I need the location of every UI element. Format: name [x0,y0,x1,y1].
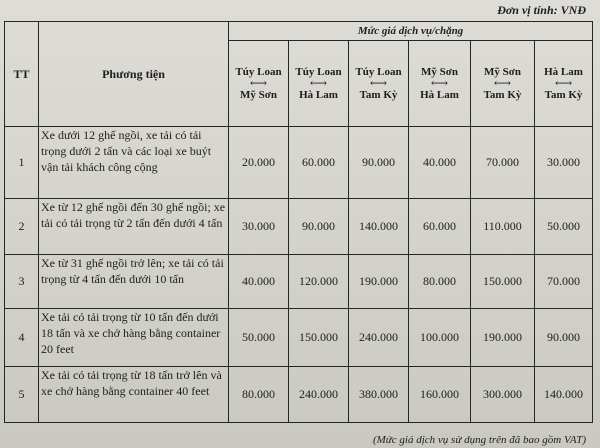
double-arrow-icon: ⟷ [249,76,268,90]
unit-label: Đơn vị tính: VNĐ [497,3,586,17]
route-header [229,41,289,127]
route-header [471,41,535,127]
price-cell: 60.000 [289,127,349,199]
price-cell: 30.000 [535,127,593,199]
route-to: Tam Kỳ [483,89,522,101]
price-cell: 70.000 [535,255,593,309]
price-cell: 60.000 [409,199,471,255]
price-cell: 90.000 [349,127,409,199]
table-row [5,367,593,423]
row-number: 5 [5,367,39,423]
vehicle-description: Xe từ 31 ghế ngồi trở lên; xe tải có tải trọng từ 4 tấn đến dưới 10 tấn [39,255,229,309]
price-cell: 40.000 [229,255,289,309]
table-row [5,255,593,309]
price-cell: 240.000 [289,367,349,423]
double-arrow-icon: ⟷ [309,76,328,90]
route-from: Túy Loan [355,66,402,78]
route-header [289,41,349,127]
price-cell: 300.000 [471,367,535,423]
route-to: Tam Kỳ [359,89,398,101]
row-number: 2 [5,199,39,255]
toll-price-table [4,21,593,423]
route-to: Hà Lam [420,89,459,101]
route-from: Túy Loan [235,66,282,78]
vehicle-description: Xe tải có tải trọng từ 18 tấn trở lên và xe chở hàng bằng container 40 feet [39,367,229,423]
vehicle-description: Xe dưới 12 ghế ngồi, xe tải có tải trọng dưới 2 tấn và các loại xe buýt vận tải khách công cộng [39,127,229,199]
price-cell: 380.000 [349,367,409,423]
route-from: Hà Lam [544,66,583,78]
price-cell: 40.000 [409,127,471,199]
row-number: 4 [5,309,39,367]
route-header [535,41,593,127]
route-to: Tam Kỳ [544,89,583,101]
price-cell: 70.000 [471,127,535,199]
price-cell: 90.000 [289,199,349,255]
price-cell: 110.000 [471,199,535,255]
route-to: Hà Lam [299,89,338,101]
table-row [5,127,593,199]
price-cell: 90.000 [535,309,593,367]
route-to: Mỹ Sơn [240,89,277,101]
vehicle-description: Xe tải có tải trọng từ 10 tấn đến dưới 18 tấn và xe chở hàng bằng container 20 feet [39,309,229,367]
row-number: 3 [5,255,39,309]
route-from: Mỹ Sơn [484,66,521,78]
price-cell: 190.000 [349,255,409,309]
route-header [409,41,471,127]
price-cell: 30.000 [229,199,289,255]
price-cell: 240.000 [349,309,409,367]
price-cell: 120.000 [289,255,349,309]
header-tt: TT [5,22,39,127]
double-arrow-icon: ⟷ [493,76,512,90]
price-cell: 80.000 [229,367,289,423]
double-arrow-icon: ⟷ [369,76,388,90]
price-cell: 100.000 [409,309,471,367]
header-price-group: Mức giá dịch vụ/chặng [229,22,593,41]
price-cell: 50.000 [535,199,593,255]
double-arrow-icon: ⟷ [430,76,449,90]
table-row [5,309,593,367]
route-from: Mỹ Sơn [421,66,458,78]
double-arrow-icon: ⟷ [554,76,573,90]
price-cell: 140.000 [349,199,409,255]
price-cell: 80.000 [409,255,471,309]
row-number: 1 [5,127,39,199]
price-cell: 50.000 [229,309,289,367]
route-from: Túy Loan [295,66,342,78]
price-cell: 150.000 [289,309,349,367]
vehicle-description: Xe từ 12 ghế ngồi đến 30 ghế ngồi; xe tải có tải trọng từ 2 tấn đến dưới 4 tấn [39,199,229,255]
price-cell: 160.000 [409,367,471,423]
table-row [5,199,593,255]
price-cell: 140.000 [535,367,593,423]
price-cell: 190.000 [471,309,535,367]
route-header [349,41,409,127]
vat-footnote: (Mức giá dịch vụ sử dụng trên đã bao gồm VAT) [372,434,586,446]
price-cell: 20.000 [229,127,289,199]
header-vehicle: Phương tiện [39,22,229,127]
price-cell: 150.000 [471,255,535,309]
